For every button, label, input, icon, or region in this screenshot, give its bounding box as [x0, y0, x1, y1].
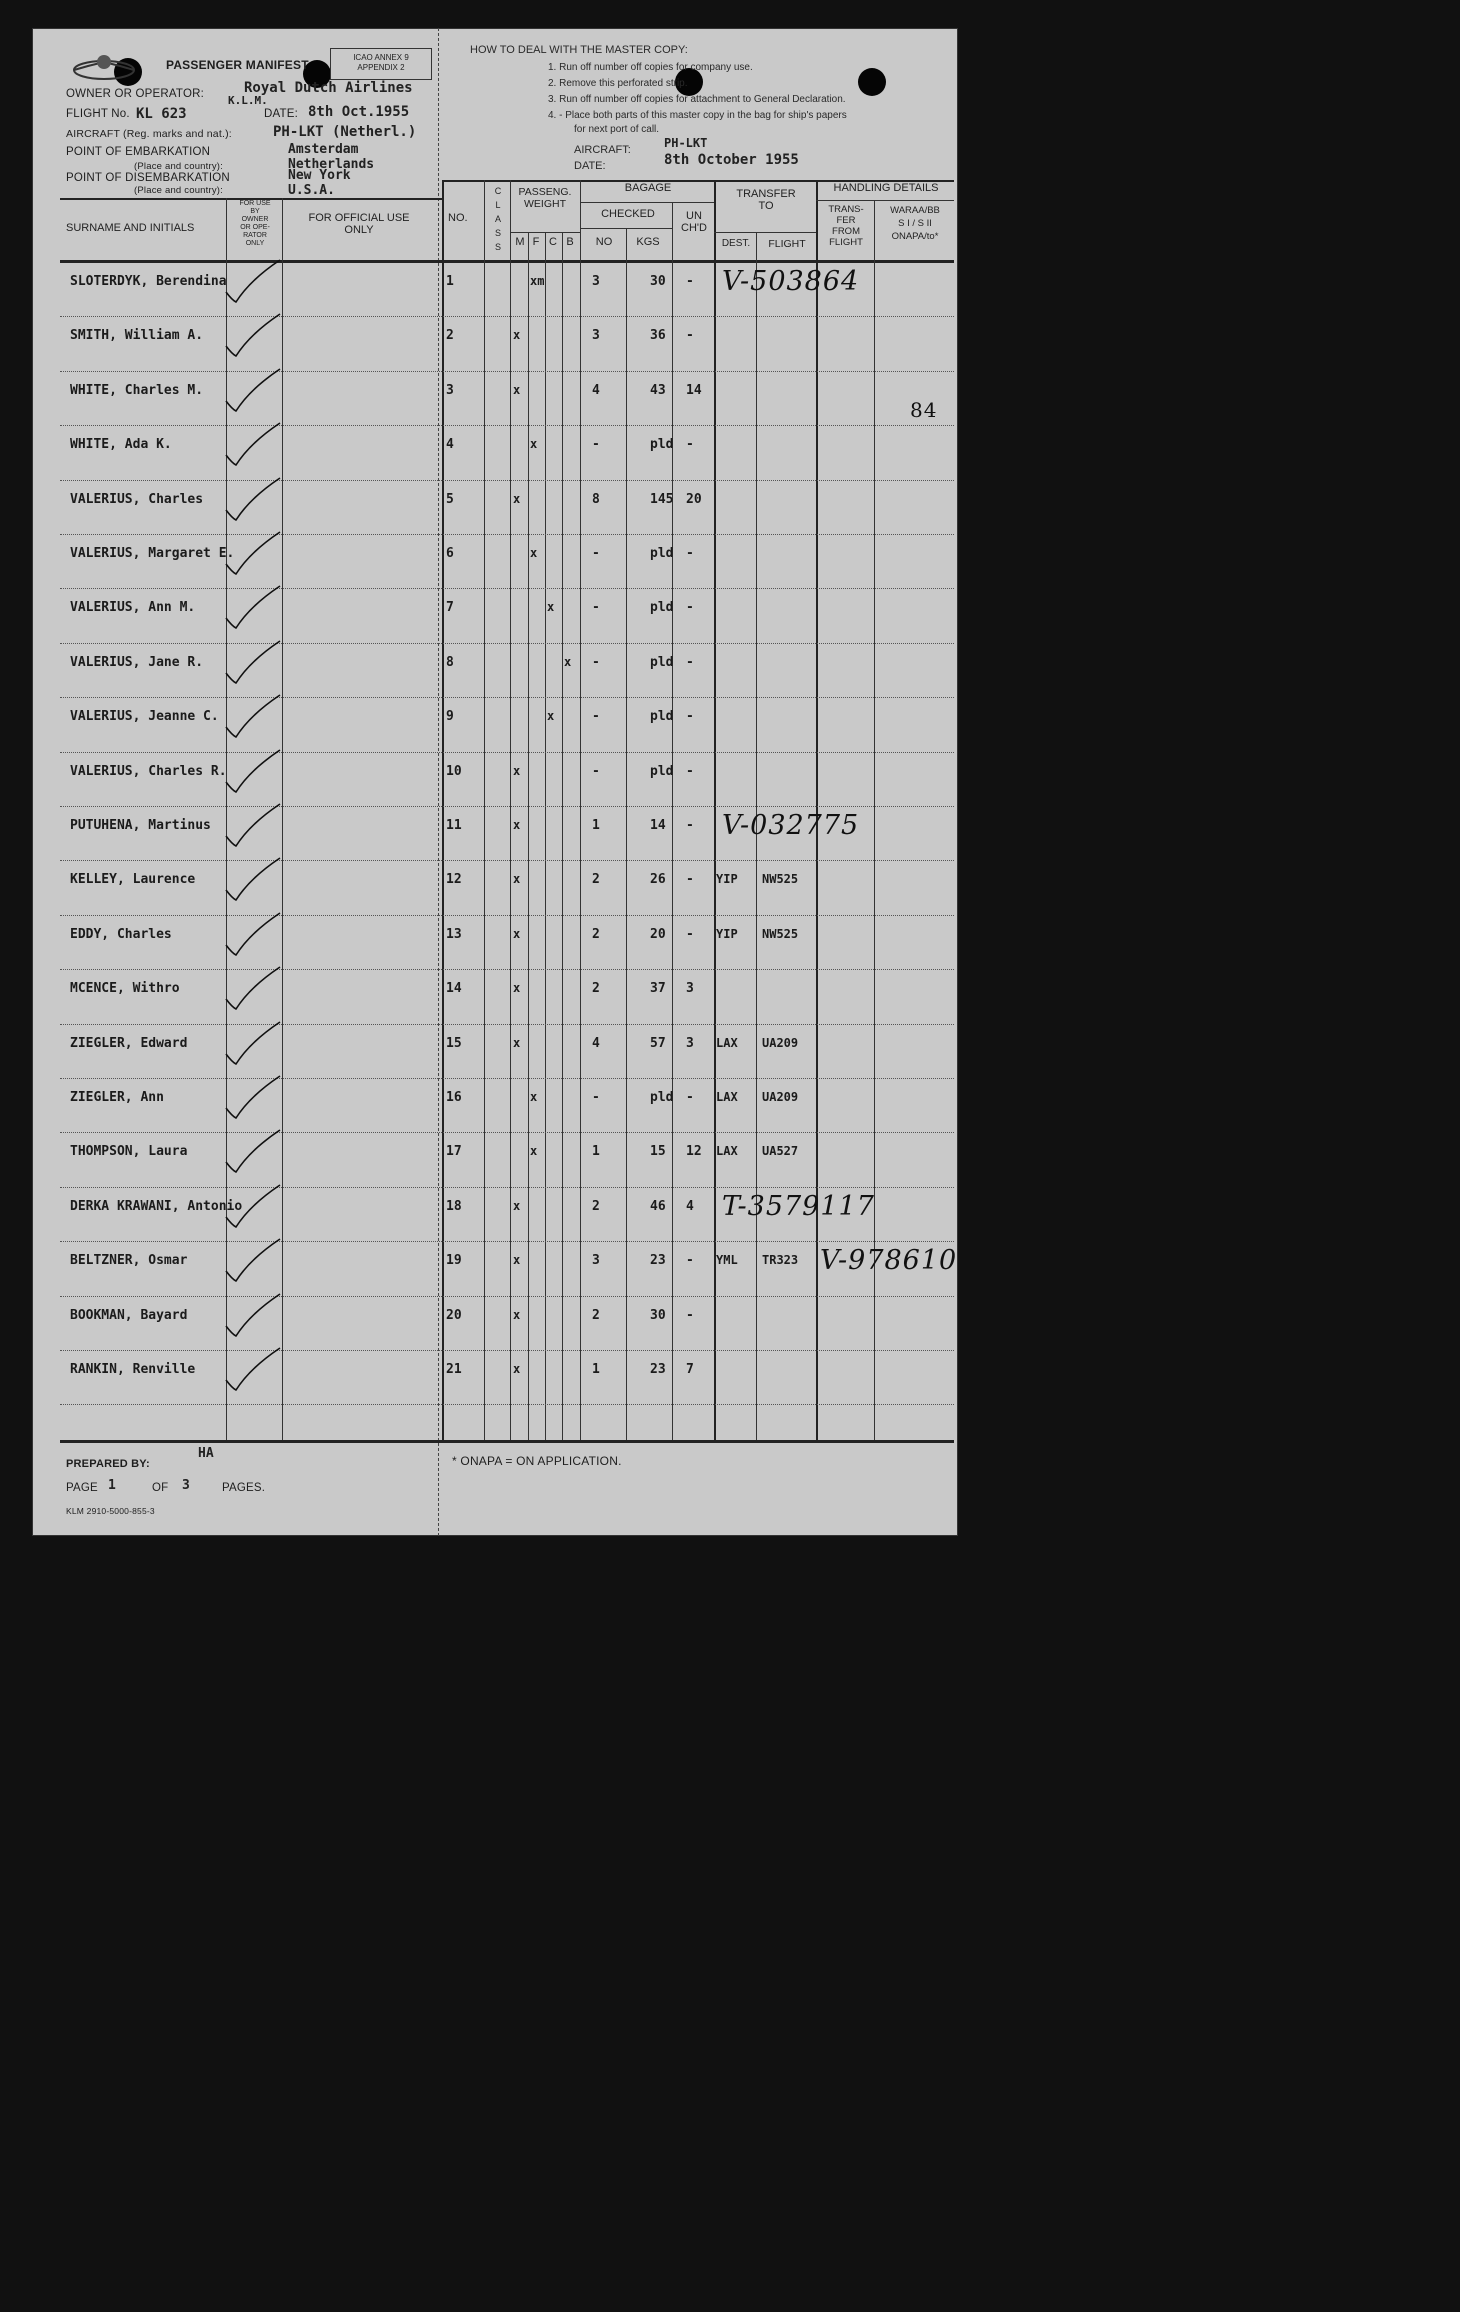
embark-label: POINT OF EMBARKATION — [66, 146, 211, 158]
bag-count: 1 — [592, 1362, 600, 1377]
bag-count: 4 — [592, 1035, 600, 1051]
weight-mark: x — [513, 1307, 521, 1322]
row-divider — [60, 697, 954, 698]
unchecked-kgs: - — [686, 709, 694, 725]
howto-title: HOW TO DEAL WITH THE MASTER COPY: — [470, 44, 688, 56]
passenger-name: SMITH, William A. — [70, 328, 204, 344]
weight-mark: x — [513, 981, 521, 996]
for-use-6: ONLY — [245, 240, 265, 247]
bag-kgs: 37 — [650, 981, 666, 997]
bag-kgs: 14 — [650, 818, 666, 833]
weight-mark: x — [547, 709, 555, 724]
of-label: OF — [152, 1482, 169, 1494]
for-use-2: BY — [250, 208, 260, 215]
bag-kgs: 57 — [650, 1035, 666, 1051]
weight-mark: x — [547, 600, 555, 615]
row-divider — [60, 1024, 954, 1025]
howto-item-2: 2. Remove this perforated strip. — [548, 78, 688, 89]
bag-kgs: pld — [650, 709, 674, 725]
checkmark-icon — [220, 474, 290, 526]
bag-count: 4 — [592, 382, 600, 398]
passenger-name: VALERIUS, Charles — [70, 491, 204, 507]
rule-v — [580, 180, 581, 1440]
passenger-name: THOMPSON, Laura — [70, 1144, 188, 1160]
weight-mark: x — [513, 1253, 521, 1268]
handwritten-ticket: V-978610 — [820, 1245, 958, 1277]
passenger-name: WHITE, Ada K. — [70, 437, 172, 453]
transfer-flight: UA527 — [762, 1144, 799, 1159]
passenger-no: 17 — [446, 1144, 462, 1160]
date-value: 8th Oct.1955 — [308, 104, 410, 120]
rule-v — [442, 180, 444, 1440]
col-flight: FLIGHT — [768, 238, 806, 250]
transfer-dest: YIP — [716, 926, 738, 941]
bag-kgs: pld — [650, 763, 674, 779]
bag-count: - — [592, 600, 600, 616]
weight-mark: x — [513, 1198, 521, 1213]
bag-kgs: 43 — [650, 382, 666, 398]
rule-v — [672, 202, 673, 1440]
passenger-no: 2 — [446, 328, 454, 344]
onapa-note: * ONAPA = ON APPLICATION. — [452, 1454, 622, 1468]
passenger-no: 14 — [446, 981, 462, 997]
row-divider — [60, 588, 954, 589]
perforation-line — [438, 28, 439, 1536]
bag-count: 3 — [592, 328, 600, 344]
passenger-name: VALERIUS, Margaret E. — [70, 546, 235, 561]
weight-mark: x — [564, 654, 572, 669]
transfer-1: TRANSFER — [736, 188, 796, 200]
page-value: 1 — [108, 1478, 116, 1493]
checkmark-icon — [220, 419, 290, 471]
weight-mark: x — [513, 818, 521, 832]
for-use-4: OR OPE- — [240, 224, 270, 231]
bag-count: 2 — [592, 872, 600, 888]
bag-kgs: pld — [650, 546, 674, 561]
bag-count: 1 — [592, 1144, 600, 1160]
checkmark-icon — [220, 1018, 290, 1070]
transfer-dest: LAX — [716, 1035, 738, 1050]
bag-count: - — [592, 709, 600, 725]
transfer-2: TO — [758, 200, 774, 212]
howto-item-3: 3. Run off number off copies for attachment to General Declaration. — [548, 94, 846, 105]
unch-2: CH'D — [681, 222, 707, 234]
checkmark-icon — [220, 909, 290, 961]
rule-h — [714, 232, 816, 233]
weight-mark: x — [513, 872, 521, 887]
rule-h — [510, 232, 580, 233]
bag-kgs: 23 — [650, 1253, 666, 1269]
embark-city: Amsterdam — [288, 142, 359, 157]
flight-value: KL 623 — [136, 106, 187, 122]
row-divider — [60, 371, 954, 372]
waraa-1: WARAA/BB — [890, 205, 940, 216]
passenger-name: VALERIUS, Jane R. — [70, 654, 204, 670]
bag-count: 2 — [592, 981, 600, 997]
weight-mark: x — [530, 1090, 538, 1104]
passenger-name: BELTZNER, Osmar — [70, 1253, 188, 1269]
class-5: S — [494, 242, 501, 252]
checkmark-icon — [220, 963, 290, 1015]
row-divider — [60, 534, 954, 535]
footer-rule — [60, 1440, 954, 1443]
checkmark-icon — [220, 528, 290, 580]
passenger-name: KELLEY, Laurence — [70, 872, 196, 888]
rule-v — [510, 180, 511, 1440]
flight-label: FLIGHT No. — [66, 108, 130, 120]
rule-v — [545, 232, 546, 1440]
passenger-name: ZIEGLER, Edward — [70, 1035, 188, 1051]
row-divider — [60, 643, 954, 644]
icao-line-1: ICAO ANNEX 9 — [353, 53, 409, 62]
bag-count: 2 — [592, 926, 600, 942]
bag-kgs: 15 — [650, 1144, 666, 1160]
weight-mark: x — [530, 437, 538, 452]
bag-count: - — [592, 546, 600, 561]
unch-1: UN — [686, 210, 702, 222]
checkmark-icon — [220, 691, 290, 743]
passenger-no: 1 — [446, 274, 454, 289]
tf-2: FER — [836, 215, 856, 226]
row-divider — [60, 1350, 954, 1351]
manifest-title: PASSENGER MANIFEST — [166, 58, 309, 72]
howto-item-4: 4. - Place both parts of this master copy in the bag for ship's papers — [548, 110, 847, 121]
passenger-no: 6 — [446, 546, 454, 561]
checkmark-icon — [220, 256, 290, 308]
official-1: FOR OFFICIAL USE — [308, 212, 410, 224]
weight-mark: x — [513, 763, 521, 778]
passenger-no: 19 — [446, 1253, 462, 1269]
row-divider — [60, 1296, 954, 1297]
col-dest: DEST. — [721, 238, 751, 249]
of-value: 3 — [182, 1478, 190, 1493]
for-use-5: RATOR — [243, 232, 267, 239]
waraa-3: ONAPA/to* — [891, 231, 939, 242]
col-b: B — [566, 236, 574, 248]
checkmark-icon — [220, 1181, 290, 1233]
date-label: DATE: — [264, 108, 299, 120]
rule-v — [626, 228, 627, 1440]
prepared-value: HA — [198, 1446, 214, 1461]
icao-line-2: APPENDIX 2 — [357, 63, 405, 72]
passenger-no: 10 — [446, 763, 462, 779]
weight-mark: x — [513, 328, 521, 343]
col-waraa — [876, 204, 954, 243]
rule-v — [528, 232, 529, 1440]
checkmark-icon — [220, 1235, 290, 1287]
passenger-no: 3 — [446, 382, 454, 398]
owner-value: Royal Dutch Airlines — [244, 80, 413, 96]
bag-kgs: 30 — [650, 1307, 666, 1323]
handwritten-ticket: V-503864 — [722, 266, 860, 297]
checkmark-icon — [220, 310, 290, 362]
weight-mark: x — [513, 491, 521, 506]
col-kgs: KGS — [636, 236, 660, 248]
row-divider — [60, 860, 954, 861]
tf-3: FROM — [832, 226, 860, 237]
row-divider — [60, 1404, 954, 1405]
unchecked-kgs: 7 — [686, 1362, 694, 1377]
passenger-no: 13 — [446, 926, 462, 942]
passeng-2: WEIGHT — [524, 198, 566, 210]
col-passeng-weight — [512, 186, 578, 210]
class-1: C — [494, 186, 502, 196]
checkmark-icon — [220, 582, 290, 634]
checkmark-icon — [220, 746, 290, 798]
unchecked-kgs: - — [686, 872, 694, 888]
col-transfer-from — [818, 204, 874, 248]
col-official — [284, 212, 434, 236]
passenger-no: 18 — [446, 1198, 462, 1214]
col-no: NO. — [448, 212, 468, 224]
weight-mark: x — [530, 546, 538, 560]
bag-kgs: pld — [650, 437, 674, 453]
row-divider — [60, 1078, 954, 1079]
unchecked-kgs: - — [686, 654, 694, 670]
row-divider — [60, 806, 954, 807]
page-label: PAGE — [66, 1482, 98, 1494]
transfer-dest: YIP — [716, 872, 738, 887]
unchecked-kgs: 14 — [686, 382, 702, 398]
weight-mark: x — [530, 1144, 538, 1159]
bag-kgs: 46 — [650, 1198, 666, 1214]
checkmark-icon — [220, 1344, 290, 1396]
rule-h — [580, 202, 714, 203]
checkmark-icon — [220, 637, 290, 689]
handwritten-ticket: T-3579117 — [722, 1190, 875, 1222]
unchecked-kgs: - — [686, 437, 694, 453]
transfer-flight: UA209 — [762, 1035, 799, 1050]
passenger-no: 11 — [446, 818, 462, 833]
passenger-name: ZIEGLER, Ann — [70, 1090, 164, 1105]
class-4: S — [494, 228, 501, 238]
row-divider — [60, 1187, 954, 1188]
bag-count: - — [592, 1090, 600, 1105]
unchecked-kgs: 12 — [686, 1144, 702, 1160]
col-bag-no: NO — [595, 236, 613, 248]
checkmark-icon — [220, 1290, 290, 1342]
bag-count: - — [592, 763, 600, 779]
prepared-label: PREPARED BY: — [66, 1458, 150, 1470]
row-divider — [60, 915, 954, 916]
passenger-name: RANKIN, Renville — [70, 1362, 196, 1377]
col-c: C — [549, 236, 557, 248]
rule-v — [484, 180, 485, 1440]
passenger-name: DERKA KRAWANI, Antonio — [70, 1198, 243, 1214]
passenger-no: 5 — [446, 491, 454, 507]
passenger-name: MCENCE, Withro — [70, 981, 180, 997]
icao-box — [330, 48, 432, 80]
passenger-name: VALERIUS, Ann M. — [70, 600, 196, 616]
passenger-no: 7 — [446, 600, 454, 616]
col-handling: HANDLING DETAILS — [833, 182, 939, 194]
rule-h — [580, 228, 672, 229]
weight-mark: x — [513, 926, 521, 941]
row-divider — [60, 316, 954, 317]
passenger-no: 12 — [446, 872, 462, 888]
embark-country: Netherlands — [288, 157, 375, 172]
row-divider — [60, 480, 954, 481]
klm-crown-logo-icon — [68, 50, 140, 86]
passenger-name: WHITE, Charles M. — [70, 382, 204, 398]
for-use-3: OWNER — [241, 216, 269, 223]
howto-date-value: 8th October 1955 — [664, 152, 799, 168]
unchecked-kgs: - — [686, 546, 694, 561]
bag-kgs: 30 — [650, 274, 666, 289]
row-divider — [60, 1132, 954, 1133]
howto-item-4b: for next port of call. — [574, 124, 660, 135]
bag-kgs: 36 — [650, 328, 666, 344]
disembark-sub: (Place and country): — [134, 185, 224, 196]
howto-item-1: 1. Run off number off copies for company use. — [548, 62, 753, 73]
weight-mark: x — [513, 1362, 521, 1376]
bag-count: 3 — [592, 1253, 600, 1269]
tf-4: FLIGHT — [829, 237, 863, 248]
class-3: A — [494, 214, 501, 224]
waraa-2: S I / S II — [898, 218, 932, 229]
checkmark-icon — [220, 800, 290, 852]
rule-v — [562, 232, 563, 1440]
unchecked-kgs: - — [686, 818, 694, 833]
transfer-dest: YML — [716, 1253, 738, 1268]
passenger-no: 4 — [446, 437, 454, 453]
transfer-dest: LAX — [716, 1090, 738, 1104]
unchecked-kgs: - — [686, 600, 694, 616]
pages-label: PAGES. — [222, 1482, 266, 1494]
unchecked-kgs: - — [686, 926, 694, 942]
passenger-name: VALERIUS, Jeanne C. — [70, 709, 219, 725]
col-m: M — [515, 236, 525, 248]
unchecked-kgs: 4 — [686, 1198, 694, 1214]
row-divider — [60, 425, 954, 426]
unchecked-kgs: 3 — [686, 1035, 694, 1051]
bag-kgs: 26 — [650, 872, 666, 888]
bag-kgs: pld — [650, 600, 674, 616]
transfer-flight: TR323 — [762, 1253, 799, 1268]
passenger-name: EDDY, Charles — [70, 926, 172, 942]
howto-aircraft-label: AIRCRAFT: — [574, 144, 631, 156]
col-checked: CHECKED — [601, 208, 655, 220]
unchecked-kgs: - — [686, 274, 694, 289]
checkmark-icon — [220, 1072, 290, 1124]
transfer-flight: NW525 — [762, 926, 799, 941]
col-for-use — [230, 200, 280, 248]
howto-date-label: DATE: — [574, 160, 606, 172]
bag-count: - — [592, 437, 600, 453]
bag-count: 2 — [592, 1307, 600, 1323]
bag-count: 8 — [592, 491, 600, 507]
owner-abbr: K.L.M. — [228, 94, 268, 107]
transfer-dest: LAX — [716, 1144, 738, 1159]
disembark-city: New York — [288, 168, 351, 183]
howto-aircraft-value: PH-LKT — [664, 136, 708, 150]
row-divider — [60, 1241, 954, 1242]
row-divider — [60, 752, 954, 753]
passenger-name: BOOKMAN, Bayard — [70, 1307, 188, 1323]
aircraft-value: PH-LKT (Netherl.) — [273, 124, 417, 140]
bag-kgs: 20 — [650, 926, 666, 942]
passenger-name: PUTUHENA, Martinus — [70, 818, 211, 833]
col-f: F — [532, 236, 540, 248]
header-bottom-rule — [60, 260, 954, 263]
col-bagage: BAGAGE — [624, 182, 672, 194]
bag-kgs: 23 — [650, 1362, 666, 1377]
unchecked-kgs: 3 — [686, 981, 694, 997]
passenger-name: VALERIUS, Charles R. — [70, 763, 227, 779]
checkmark-icon — [220, 854, 290, 906]
col-unchecked — [674, 210, 714, 234]
tf-1: TRANS- — [828, 204, 864, 215]
bag-kgs: pld — [650, 1090, 674, 1105]
transfer-flight: NW525 — [762, 872, 799, 887]
passenger-no: 20 — [446, 1307, 462, 1323]
disembark-country: U.S.A. — [288, 183, 335, 198]
bag-count: 2 — [592, 1198, 600, 1214]
bag-kgs: 145 — [650, 491, 674, 507]
bag-kgs: pld — [650, 654, 674, 670]
col-class — [490, 184, 506, 254]
col-transfer — [716, 188, 816, 212]
unchecked-kgs: - — [686, 1253, 694, 1269]
passenger-name: SLOTERDYK, Berendina — [70, 274, 227, 289]
rule-h — [816, 200, 954, 201]
unchecked-kgs: - — [686, 328, 694, 344]
passenger-no: 16 — [446, 1090, 462, 1105]
row-divider — [60, 969, 954, 970]
owner-label: OWNER OR OPERATOR: — [66, 88, 204, 100]
unchecked-kgs: - — [686, 763, 694, 779]
margin-note: 84 — [910, 398, 938, 422]
form-code: KLM 2910-5000-855-3 — [66, 1506, 155, 1516]
passenger-no: 21 — [446, 1362, 462, 1377]
unchecked-kgs: - — [686, 1307, 694, 1323]
class-2: L — [495, 200, 501, 210]
bag-count: - — [592, 654, 600, 670]
punch-hole — [858, 68, 886, 96]
unchecked-kgs: - — [686, 1090, 694, 1105]
disembark-label: POINT OF DISEMBARKATION — [66, 172, 230, 184]
weight-mark: xm — [530, 274, 545, 288]
passenger-no: 9 — [446, 709, 454, 725]
manifest-sheet — [32, 28, 958, 1536]
bag-count: 1 — [592, 818, 600, 833]
weight-mark: x — [513, 1035, 521, 1050]
passenger-no: 8 — [446, 654, 454, 670]
checkmark-icon — [220, 1126, 290, 1178]
unchecked-kgs: 20 — [686, 491, 702, 507]
aircraft-label: AIRCRAFT (Reg. marks and nat.): — [66, 128, 232, 140]
weight-mark: x — [513, 382, 521, 397]
official-2: ONLY — [344, 224, 374, 236]
handwritten-ticket: V-032775 — [722, 810, 860, 841]
transfer-flight: UA209 — [762, 1090, 799, 1104]
rule-v — [714, 180, 716, 1440]
bag-count: 3 — [592, 274, 600, 289]
col-surname: SURNAME AND INITIALS — [66, 222, 195, 234]
passenger-no: 15 — [446, 1035, 462, 1051]
checkmark-icon — [220, 365, 290, 417]
for-use-1: FOR USE — [239, 200, 271, 207]
embark-sub: (Place and country): — [134, 161, 224, 172]
passeng-1: PASSENG. — [518, 186, 572, 198]
